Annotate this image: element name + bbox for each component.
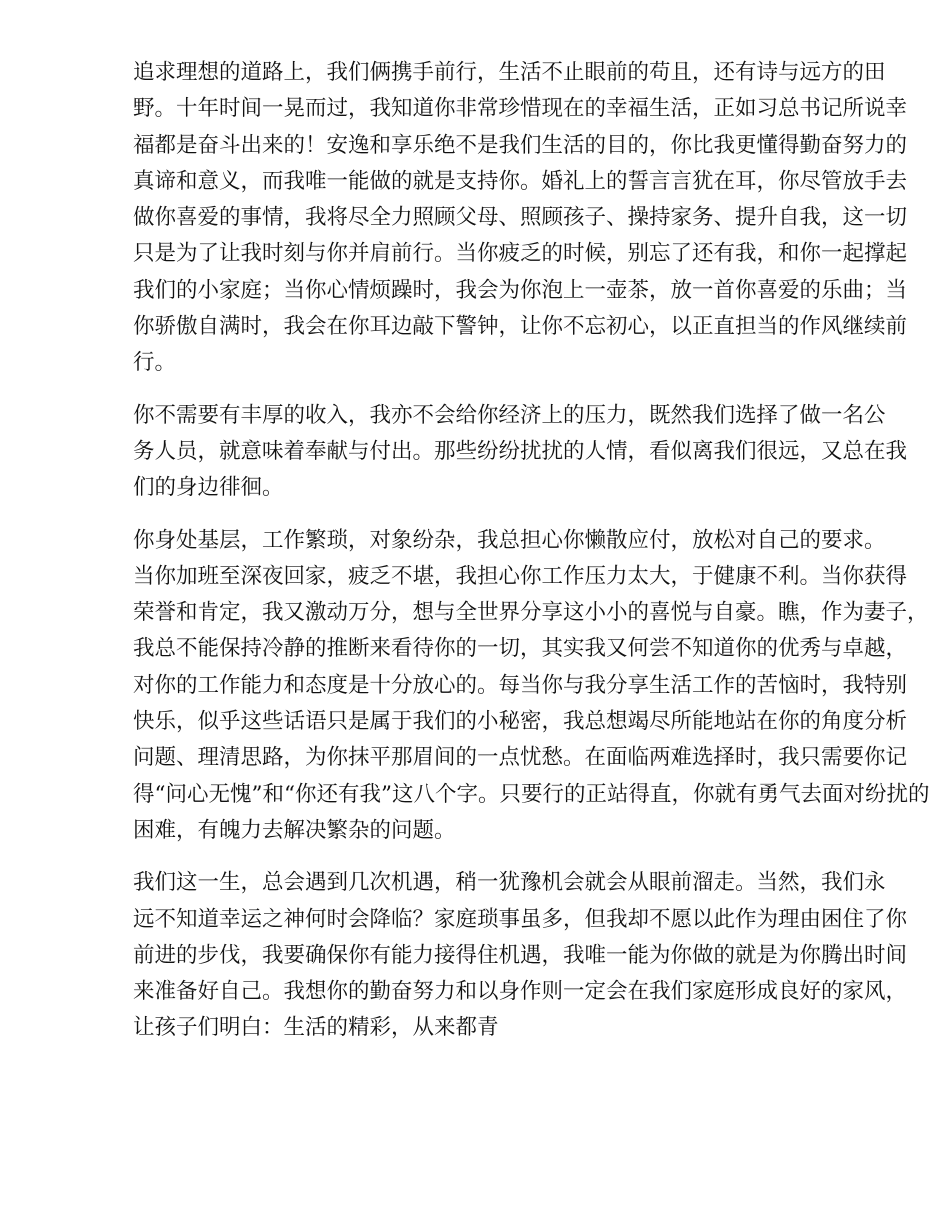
- text-line: 你不需要有丰厚的收入，我亦不会给你经济上的压力，既然我们选择了做一名公: [133, 402, 886, 428]
- text-line: 前进的步伐，我要确保你有能力接得住机遇，我唯一能为你做的就是为你腾出时间: [133, 942, 908, 968]
- text-line: 快乐，似乎这些话语只是属于我们的小秘密，我总想竭尽所能地站在你的角度分析: [133, 709, 908, 735]
- text-line: 追求理想的道路上，我们俩携手前行，生活不止眼前的苟且，还有诗与远方的田: [133, 60, 886, 85]
- text-line: 我们这一生，总会遇到几次机遇，稍一犹豫机会就会从眼前溜走。当然，我们永: [133, 870, 886, 896]
- text-line: 我们的小家庭；当你心情烦躁时，我会为你泡上一壶茶，放一首你喜爱的乐曲；当: [133, 277, 908, 303]
- text-line: 远不知道幸运之神何时会降临？家庭琐事虽多，但我却不愿以此作为理由困住了你: [133, 906, 908, 932]
- text-line: 福都是奋斗出来的！安逸和享乐绝不是我们生活的目的，你比我更懂得勤奋努力的: [133, 132, 908, 158]
- text-line: 我总不能保持冷静的推断来看待你的一切，其实我又何尝不知道你的优秀与卓越，: [133, 636, 908, 662]
- text-line: 当你加班至深夜回家，疲乏不堪，我担心你工作压力太大，于健康不利。当你获得: [133, 563, 908, 589]
- text-line: 只是为了让我时刻与你并肩前行。当你疲乏的时候，别忘了还有我，和你一起撑起: [133, 241, 908, 267]
- paragraph-2: [90, 398, 908, 507]
- text-line: 荣誉和肯定，我又激动万分，想与全世界分享这小小的喜悦与自豪。瞧，作为妻子，: [133, 600, 929, 626]
- paragraph-1: [90, 55, 908, 382]
- text-line: 得“问心无愧”和“你还有我”这八个字。只要行的正站得直，你就有勇气去面对纷扰的: [133, 781, 930, 807]
- text-line: 们的身边徘徊。: [133, 475, 284, 501]
- text-line: 对你的工作能力和态度是十分放心的。每当你与我分享生活工作的苦恼时，我特别: [133, 672, 908, 698]
- text-line: 务人员，就意味着奉献与付出。那些纷纷扰扰的人情，看似离我们很远，又总在我: [133, 438, 908, 464]
- paragraph-3: [90, 523, 930, 850]
- text-line: 让孩子们明白：生活的精彩，从来都青: [133, 1015, 499, 1041]
- paragraph-4: [90, 865, 908, 1046]
- text-line: 困难，有魄力去解决繁杂的问题。: [133, 817, 456, 843]
- text-line: 野。十年时间一晃而过，我知道你非常珍惜现在的幸福生活，正如习总书记所说幸: [133, 96, 908, 122]
- text-line: 你骄傲自满时，我会在你耳边敲下警钟，让你不忘初心，以正直担当的作风继续前: [133, 314, 908, 340]
- text-line: 你身处基层，工作繁琐，对象纷杂，我总担心你懒散应付，放松对自己的要求。: [133, 527, 886, 553]
- text-line: 来准备好自己。我想你的勤奋努力和以身作则一定会在我们家庭形成良好的家风，: [133, 979, 908, 1005]
- text-line: 问题、理清思路，为你抹平那眉间的一点忧愁。在面临两难选择时，我只需要你记: [133, 745, 908, 771]
- text-line: 做你喜爱的事情，我将尽全力照顾父母、照顾孩子、操持家务、提升自我，这一切: [133, 205, 908, 231]
- document-page: [90, 55, 930, 1063]
- text-line: 行。: [133, 350, 177, 376]
- text-line: 真谛和意义，而我唯一能做的就是支持你。婚礼上的誓言言犹在耳，你尽管放手去: [133, 168, 908, 194]
